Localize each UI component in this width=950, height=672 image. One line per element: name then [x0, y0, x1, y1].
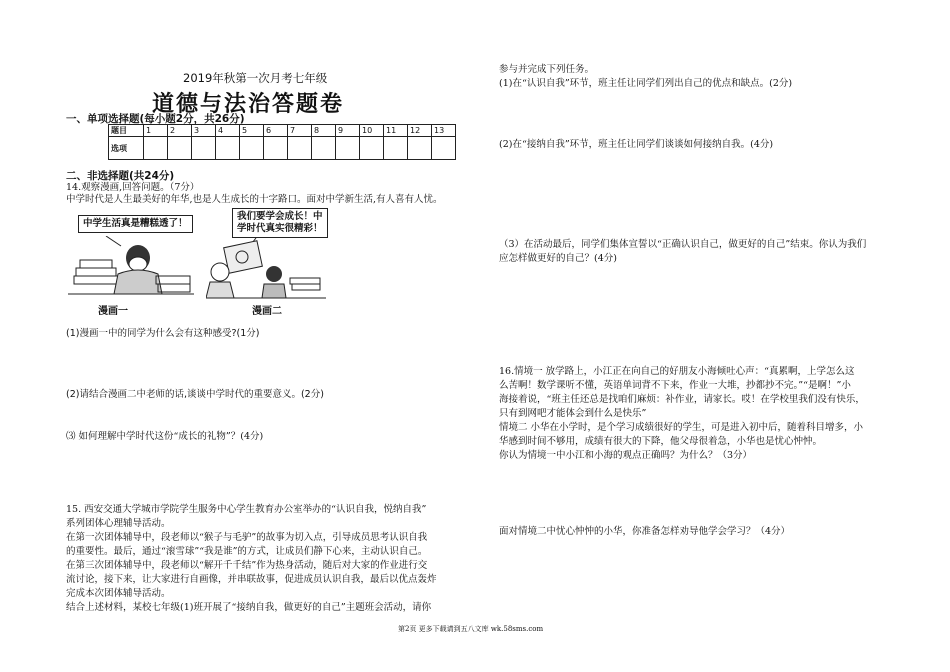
right-question-3-line1: （3）在活动最后，同学们集体宣誓以“正确认识自己，做更好的自己”结束。你认为我们	[499, 239, 867, 250]
answer-cell[interactable]	[264, 137, 288, 160]
q14-text: 中学时代是人生最美好的年华,也是人生成长的十字路口。面对中学新生活,有人喜有人忧。	[66, 194, 443, 205]
answer-cell[interactable]	[192, 137, 216, 160]
cartoon2-illustration	[206, 238, 326, 300]
question-number: 2	[168, 125, 192, 137]
q15-line: 系列团体心理辅导活动。	[66, 518, 171, 529]
q16-part2: 面对情境二中忧心忡忡的小华，你准备怎样劝导他学会学习？（4分）	[499, 526, 791, 537]
answer-table	[108, 124, 456, 160]
cartoon2-bubble	[232, 208, 328, 238]
q16-line: 海接着说，“班主任还总是找咱们麻烦：补作业，请家长。哎！在学校里我们没有快乐，	[499, 394, 865, 405]
question-number: 11	[384, 125, 408, 137]
q15-line: 在第三次团体辅导中，段老师以“解开千千结”作为热身活动，随后对大家的作业进行交	[66, 560, 428, 571]
answer-cell[interactable]	[312, 137, 336, 160]
q14-intro: 14.观察漫画,回答问题。（7分）	[66, 182, 200, 193]
q14-part2: (2)请结合漫画二中老师的话,谈谈中学时代的重要意义。(2分)	[66, 389, 324, 400]
cartoon2-bubble-line2: 学时代真实很精彩！	[237, 223, 323, 234]
table-header-label: 题目	[109, 125, 144, 137]
section-1-heading: 一、单项选择题(每小题2分，共26分)	[66, 113, 245, 125]
answer-cell[interactable]	[408, 137, 432, 160]
question-number: 12	[408, 125, 432, 137]
question-number: 13	[432, 125, 456, 137]
section-2-heading: 二、非选择题(共24分)	[66, 170, 175, 182]
cartoon2-bubble-line1: 我们要学会成长！中	[237, 211, 323, 222]
q15-line: 15. 西安交通大学城市学院学生服务中心学生教育办公室举办的“认识自我，悦纳自我”	[66, 504, 427, 515]
q15-line: 结合上述材料，某校七年级(1)班开展了“接纳自我，做更好的自己”主题班会活动，请你	[66, 602, 432, 613]
answer-cell[interactable]	[336, 137, 360, 160]
right-question-1: (1)在“认识自我”环节，班主任让同学们列出自己的优点和缺点。(2分)	[499, 78, 793, 89]
q15-line: 流讨论，接下来，让大家进行自画像，并串联故事，促进成员认识自我，最后以优点轰炸	[66, 574, 437, 585]
table-answer-label: 选项	[109, 137, 144, 160]
answer-cell[interactable]	[168, 137, 192, 160]
question-number: 5	[240, 125, 264, 137]
cartoon2-caption: 漫画二	[252, 306, 282, 317]
question-number: 6	[264, 125, 288, 137]
q16-line: 么苦啊！数学课听不懂，英语单词背不下来，作业一大堆，抄都抄不完。”“是啊！”小	[499, 380, 851, 391]
page-footer: 第2页 更多下载请到五八文库 wk.58sms.com	[398, 625, 544, 633]
answer-cell[interactable]	[384, 137, 408, 160]
q16-line: 情境二 小华在小学时，是个学习成绩很好的学生，可是进入初中后，随着科目增多，小	[499, 422, 864, 433]
q16-line: 只有到网吧才能体会到什么是快乐”	[499, 408, 647, 419]
q14-part3: ⑶ 如何理解中学时代这份“成长的礼物”？(4分)	[66, 431, 264, 442]
question-number: 10	[360, 125, 384, 137]
question-number: 1	[144, 125, 168, 137]
right-question-2: (2)在“接纳自我”环节，班主任让同学们谈谈如何接纳自我。(4分)	[499, 139, 774, 150]
answer-cell[interactable]	[360, 137, 384, 160]
cartoon1-illustration	[66, 236, 196, 298]
exam-title: 2019年秋第一次月考七年级	[183, 71, 328, 85]
q16-line: 16.情境一 放学路上，小江正在向自己的好朋友小海倾吐心声：“真累啊，上学怎么这	[499, 366, 855, 377]
answer-cell[interactable]	[432, 137, 456, 160]
q15-line: 的重要性。最后，通过“滚雪球”“我是谁”的方式，让成员们静下心来，主动认识自己。	[66, 546, 428, 557]
q15-line: 完成本次团体辅导活动。	[66, 588, 171, 599]
cartoon1-caption: 漫画一	[98, 306, 128, 317]
main-title: 道德与法治答题卷	[152, 91, 345, 117]
question-number: 7	[288, 125, 312, 137]
right-intro-line: 参与并完成下列任务。	[499, 64, 595, 75]
answer-cell[interactable]	[240, 137, 264, 160]
question-number: 3	[192, 125, 216, 137]
q14-part1: (1)漫画一中的同学为什么会有这种感受?(1分)	[66, 328, 260, 339]
answer-cell[interactable]	[288, 137, 312, 160]
question-number: 8	[312, 125, 336, 137]
right-question-3-line2: 应怎样做更好的自己？(4分)	[499, 253, 617, 264]
question-number: 4	[216, 125, 240, 137]
answer-cell[interactable]	[216, 137, 240, 160]
q15-line: 在第一次团体辅导中，段老师以“猴子与毛驴”的故事为切入点，引导成员思考认识自我	[66, 532, 428, 543]
answer-cell[interactable]	[144, 137, 168, 160]
q16-line: 你认为情境一中小江和小海的观点正确吗？为什么？（3分）	[499, 450, 753, 461]
cartoon1-bubble: 中学生活真是糟糕透了！	[78, 215, 193, 233]
question-number: 9	[336, 125, 360, 137]
q16-line: 华感到时间不够用，成绩有很大的下降，他父母很着急，小华也是忧心忡忡。	[499, 436, 823, 447]
